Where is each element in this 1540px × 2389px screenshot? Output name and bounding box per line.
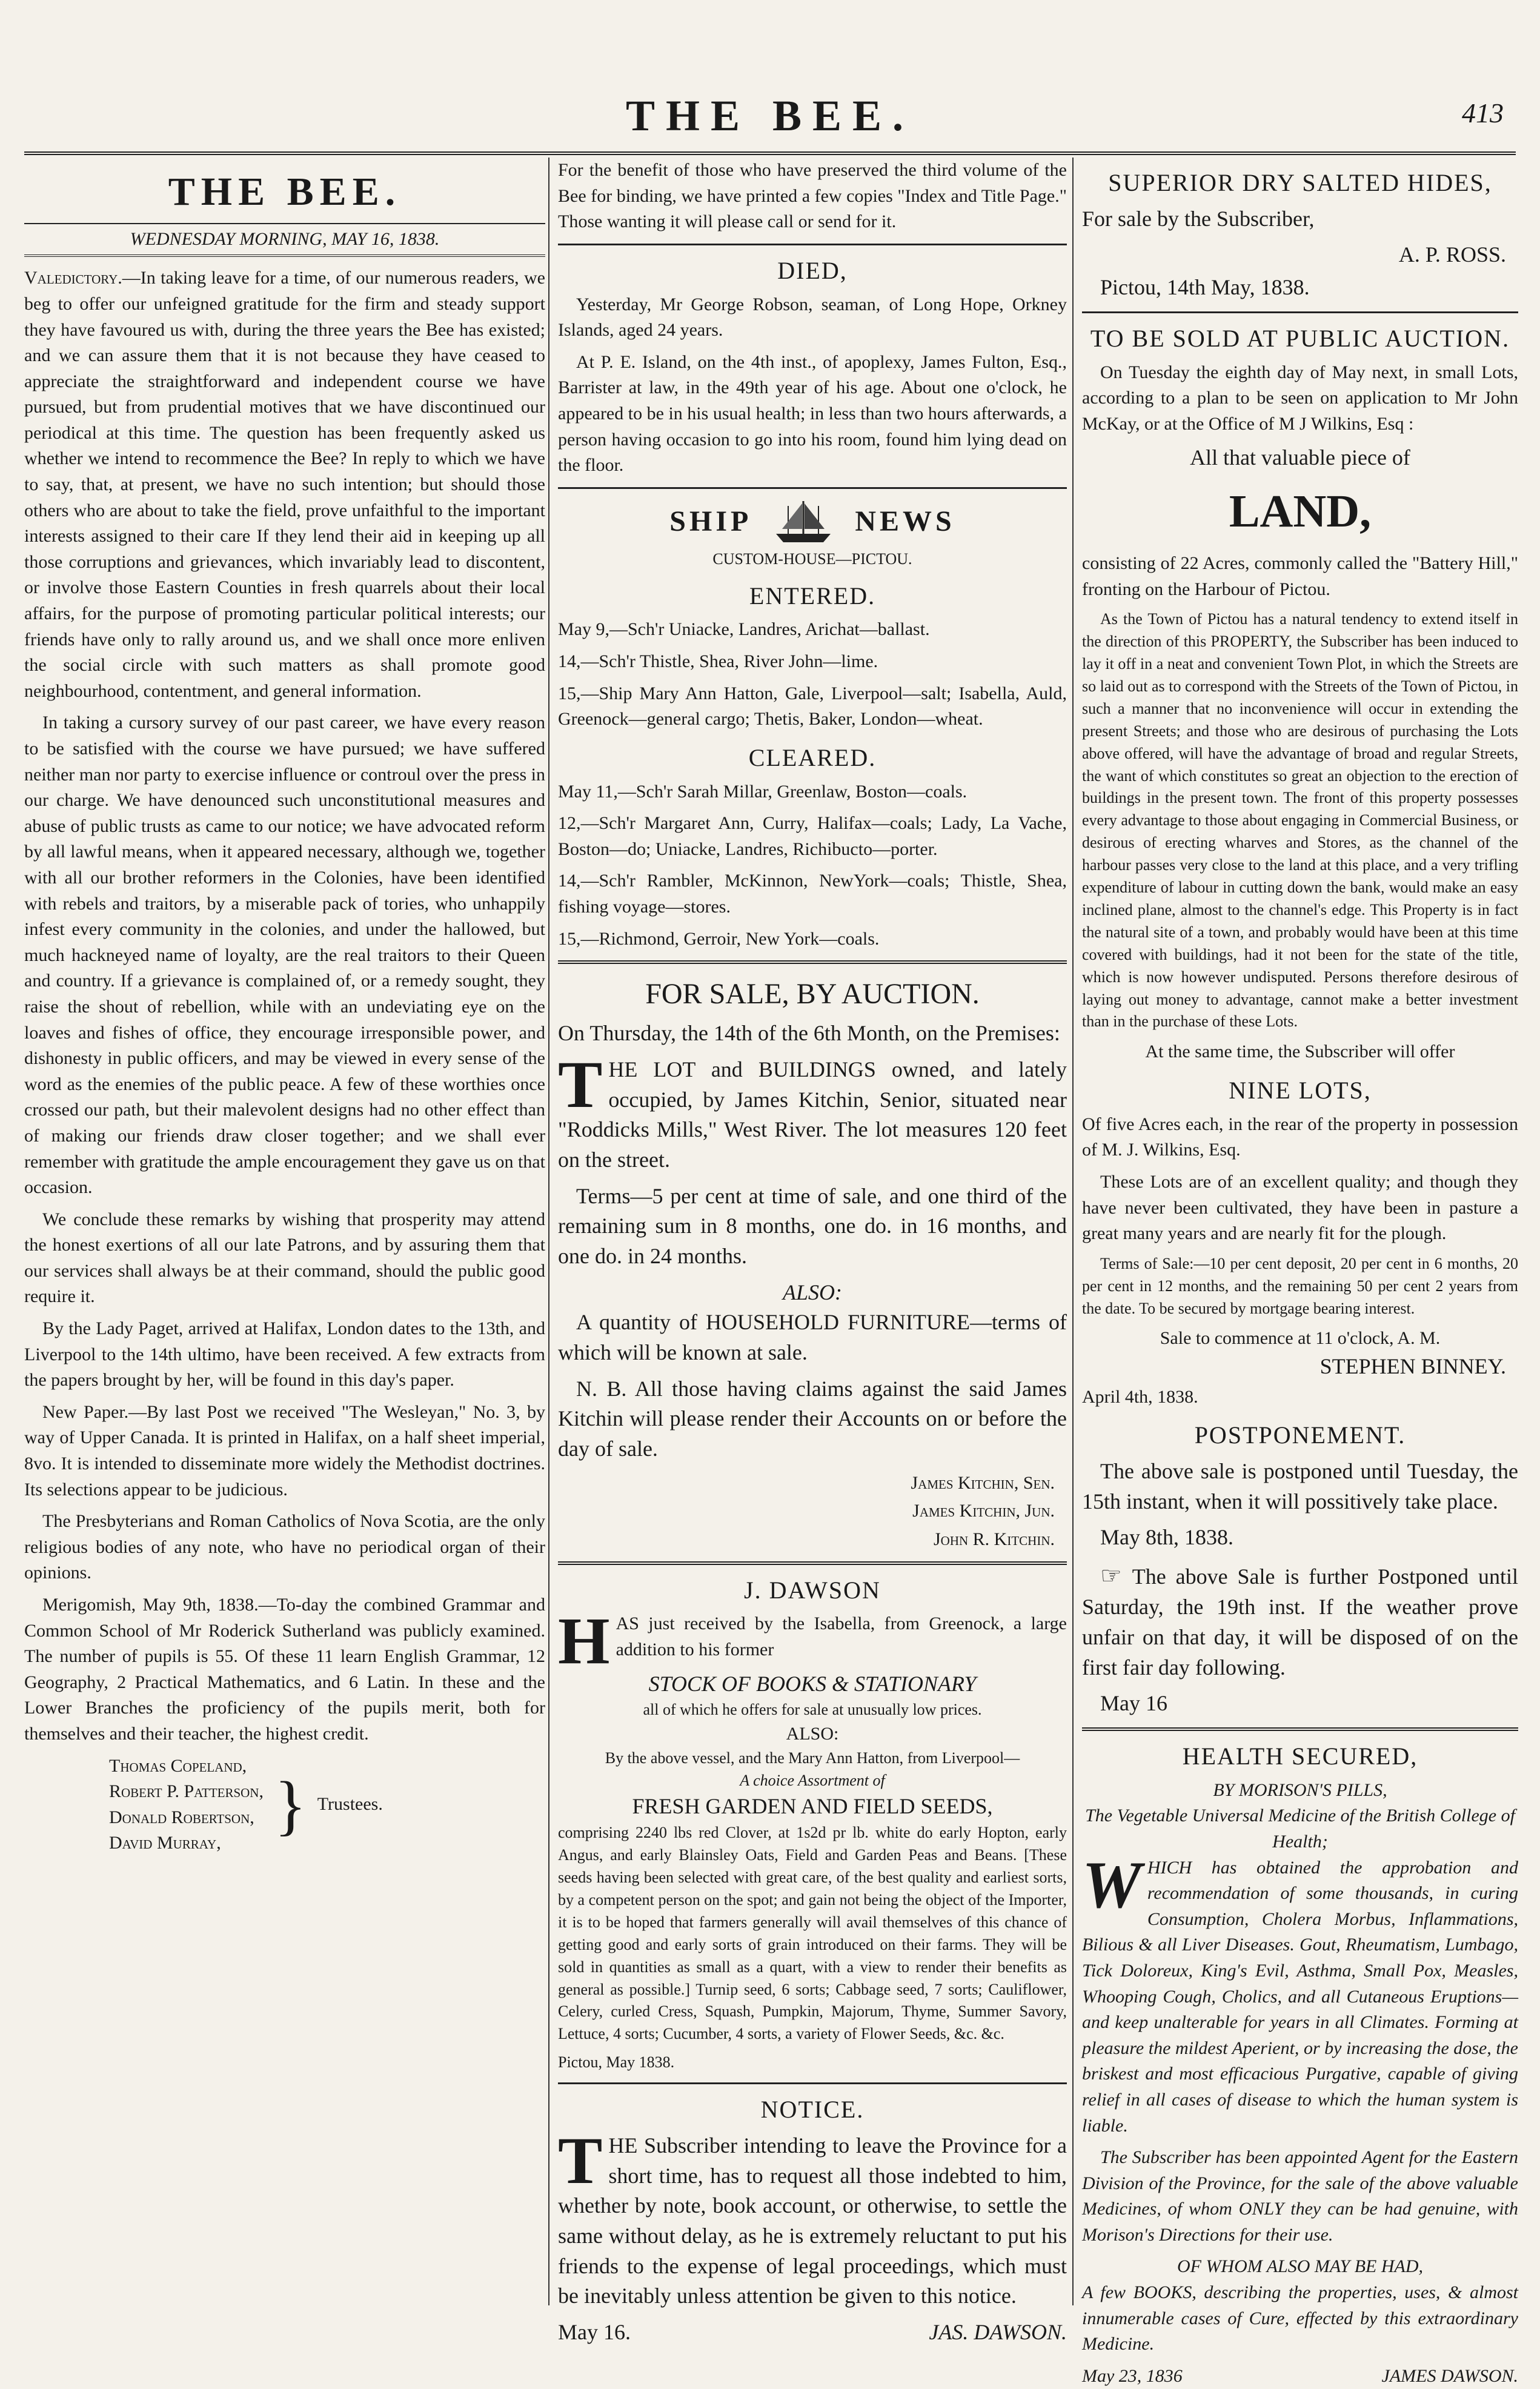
dawson-stock: STOCK OF BOOKS & STATIONARY — [648, 1671, 977, 1696]
masthead-title: THE BEE. — [625, 91, 915, 140]
died-entry: At P. E. Island, on the 4th inst., of apoplexy, James Fulton, Esq., Barrister at law, in the 49th year of his age. About one o'clock, he appeared to be in his usual health; in less than two hours afterwards, a person having occasion to go into his room, found him lying dead on the floor. — [558, 351, 1067, 476]
health-footer — [1082, 2364, 1518, 2389]
lots-quality: These Lots are of an excellent quality; and though they have never been cultivated, they have been in pasture a great many years and are nearly fit for the plough. — [1082, 1171, 1518, 1244]
notice-body — [558, 2123, 1067, 2311]
further-postponement — [1082, 1559, 1518, 1683]
auction-signature: James Kitchin, Jun. — [912, 1501, 1055, 1521]
dawson-also: ALSO: — [786, 1724, 839, 1744]
valedictory-text: —In taking leave for a time, of our numerous readers, we beg to offer our unfeigned gratitude for the firm and steady support they have favoured us with, during the three years the Bee has existed; and we can assure them that it is not because they have ceased to appreciate the straightforward and independent course we have pursued, but from prudential motives that we have discontinued our periodical at this time. The question has been frequently asked us whether we intend to recommence the Bee? In reply to which we have to say, that, at present, we have no such intention; but should those others who are about to take the field, prove unfaithful to the important interests assigned to their care If they lend their aid in keeping up all those corruptions and grievances, which invariably lead to discontent, or involve those Eastern Counties in fresh quarrels about their local affairs, for the purpose of promoting particular political interests; our friends have only to rally around us, and we shall once more enliven the social circle with such matters as shall promote good neighbourhood, contentment, and general information. — [24, 268, 545, 701]
died-entry: Yesterday, Mr George Robson, seaman, of Long Hope, Orkney Islands, aged 24 years. — [558, 294, 1067, 341]
valedictory-paragraph-3: We conclude these remarks by wishing that prosperity may attend the honest exertions of all our late Patrons, and by assuring them that our services shall always be at their command, should the public good require it. — [24, 1209, 545, 1307]
health-text: HICH has obtained the approbation and recommendation of some thousands, in curing Consumption, Cholera Morbus, Inflammations, Bilious & all Liver Diseases. Gout, Rheumatism, Lumbago, Tick Doloreux, King's Evil, Asthma, Small Pox, Measles, Whooping Cough, Cholics, and all Cutaneous Eruptions—and keep unalterable for years in all Climates. Forming at pleasure the mildest Aperient, or by increasing the dose, the briskest and most efficacious Purgative, capable of giving relief in all cases of disease to which the human system is liable. — [1082, 1857, 1518, 2136]
valuable-line: All that valuable piece of — [1190, 445, 1410, 470]
auction-text: HE LOT and BUILDINGS owned, and lately occupied, by James Kitchin, Senior, situated near "Roddicks Mills," West River. The lot measures 120 feet on the street. — [558, 1057, 1067, 1172]
custom-house: CUSTOM-HOUSE—PICTOU. — [712, 550, 912, 568]
brace-icon: } — [274, 1767, 307, 1842]
ship-news-left: SHIP — [669, 505, 752, 537]
public-auction-body: On Tuesday the eighth day of May next, in small Lots, according to a plan to be seen on application to Mr John McKay, or at the Office of M J Wilkins, Esq : — [1082, 362, 1518, 434]
editorial-dateline: WEDNESDAY MORNING, MAY 16, 1838. — [24, 223, 545, 258]
health-heading: HEALTH SECURED, — [1182, 1743, 1418, 1770]
page-number: 413 — [1462, 98, 1504, 128]
divider — [558, 960, 1067, 964]
cleared-entry: 14,—Sch'r Rambler, McKinnon, NewYork—coals; Thistle, Shea, fishing voyage—stores. — [558, 871, 1067, 917]
binney-date: April 4th, 1838. — [1082, 1386, 1198, 1407]
cleared-entry: 12,—Sch'r Margaret Ann, Curry, Halifax—coals; Lady, La Vache, Boston—do; Uniacke, Landres, Richibucto—porter. — [558, 813, 1067, 859]
trustee-name: Donald Robertson, — [109, 1807, 254, 1827]
column-editorial — [24, 158, 545, 2305]
dawson-seeds-body: comprising 2240 lbs red Clover, at 1s2d pr lb. white do early Hopton, early Angus, and early Blainsley Oats, Field and Garden Peas and Beans. [These seeds having been selected with great care, of the best quality and earliest sorts, by a competent person on the spot; and gain not being the object of the Importer, it is to be hoped that farmers generally will avail themselves of this chance of getting good and early sorts of grain introduced on their farms. They will be sold in quantities as small as a quart, with a view to render their benefits as general as possible.] Turnip seed, 6 sorts; Cabbage seed, 7 sorts; Cauliflower, Celery, curled Cress, Squash, Pumpkin, Majorum, Thyme, Summer Savory, Lettuce, 4 sorts; Cucumber, 4 sorts, a variety of Flower Seeds, &c. &c. — [558, 1824, 1067, 2043]
auction-signature: James Kitchin, Sen. — [911, 1472, 1055, 1493]
notice-footer — [558, 2318, 1067, 2348]
divider — [558, 1561, 1067, 1565]
divider — [1082, 1727, 1518, 1731]
ship-icon — [770, 497, 837, 546]
cleared-entry: May 11,—Sch'r Sarah Millar, Greenlaw, Boston—coals. — [558, 781, 967, 802]
hides-signature: A. P. ROSS. — [1398, 242, 1506, 267]
same-time-line: At the same time, the Subscriber will offer — [1145, 1042, 1455, 1062]
land-heading: LAND, — [1229, 486, 1372, 537]
land-description: As the Town of Pictou has a natural tendency to extend itself in the direction of this PROPERTY, the Subscriber has been induced to lay it off in a neat and convenient Town Plot, in which the Streets are so laid out as to correspond with the Streets of the Town of Pictou, in such a manner that no inconvenience will occur in extending the present Streets; and those who are desirous of purchasing the Lots above offered, will have the advantage of broad and regular Streets, the want of which constitutes so great an objection to the erection of buildings in the present town. The front of this property possesses every advantage to those about engaging in Commercial Business, or desirous of erecting wharves and Stores, as the channel of the harbour passes very close to the land at this place, and a very trifling expenditure of labour in cutting down the bank, would make an easy inclined plane, almost to the channel's edge. This Property is in fact the natural site of a town, and probably would have been at this time covered with buildings, had it not been for the state of the title, which is now however undisputed. Persons therefore desirous of laying out money to advantage, cannot make a better investment than in the purchase of these Lots. — [1082, 610, 1518, 1031]
dropcap-t: T — [558, 2123, 603, 2198]
agent-notice: The Subscriber has been appointed Agent for the Eastern Division of the Province, for the sale of the above valuable Medicines, of whom ONLY they can be had genuine, with Morison's Directions for their use. — [1082, 2147, 1518, 2245]
entered-entry: 15,—Ship Mary Ann Hatton, Gale, Liverpool—salt; Isabella, Auld, Greenock—general cargo; Thetis, Baker, London—wheat. — [558, 683, 1067, 729]
auction-signature: John R. Kitchin. — [934, 1529, 1055, 1549]
lady-paget-notice: By the Lady Paget, arrived at Halifax, London dates to the 13th, and Liverpool to the 14th ultimo, have been received. A few extracts from the papers brought by her, will be found in this day's paper. — [24, 1318, 545, 1391]
merigomish-notice: Merigomish, May 9th, 1838.—To-day the combined Grammar and Common School of Mr Roderick Sutherland was publicly examined. The number of pupils is 55. Of these 11 learn English Grammar, 12 Geography, 2 Practical Mathematics, and 6 Latin. In these and the Lower Branches the proficiency of the pupils merit, both for themselves and their teacher, the highest credit. — [24, 1595, 545, 1744]
divider — [558, 2082, 1067, 2084]
notice-heading: NOTICE. — [760, 2096, 865, 2124]
ship-news-heading — [558, 497, 1067, 546]
auction-intro: On Thursday, the 14th of the 6th Month, on the Premises: — [558, 1021, 1060, 1046]
auction-terms: Terms—5 per cent at time of sale, and one third of the remaining sum in 8 months, one do. in 16 months, and one do. in 24 months. — [558, 1183, 1067, 1269]
trustee-name: Thomas Copeland, — [109, 1755, 247, 1776]
nine-lots-heading: NINE LOTS, — [1229, 1076, 1372, 1104]
notice-signature: JAS. DAWSON. — [929, 2319, 1067, 2344]
new-paper-notice: New Paper.—By last Post we received "The Wesleyan," No. 3, by way of Upper Canada. It is printed in Halifax, on a half sheet imperial, 8vo. It is intended to disseminate more widely the Methodist doctrines. Its selections appear to be judicious. — [24, 1401, 545, 1500]
dawson-vessel: By the above vessel, and the Mary Ann Hatton, from Liverpool— — [605, 1749, 1020, 1767]
vegetable-line: The Vegetable Universal Medicine of the British College of Health; — [1085, 1806, 1515, 1852]
public-auction-heading: TO BE SOLD AT PUBLIC AUCTION. — [1090, 324, 1510, 352]
masthead — [24, 91, 1516, 155]
dawson-text: AS just received by the Isabella, from Greenock, a large addition to his former — [616, 1613, 1067, 1660]
divider — [1082, 311, 1518, 313]
further-text: The above Sale is further Postponed until Saturday, the 19th inst. If the weather prove unfair on that day, it will be disposed of on the first fair day following. — [1082, 1564, 1519, 1680]
cleared-heading: CLEARED. — [748, 743, 877, 771]
entered-entry: 14,—Sch'r Thistle, Shea, River John—lime. — [558, 651, 878, 672]
postponement-date: May 8th, 1838. — [1100, 1525, 1233, 1550]
terms-of-sale: Terms of Sale:—10 per cent deposit, 20 per cent in 6 months, 20 per cent in 12 months, and the remaining 50 per cent 2 years from the date. To be secured by mortgage bearing interest. — [1082, 1254, 1518, 1317]
hides-date: Pictou, 14th May, 1838. — [1100, 275, 1310, 300]
dropcap-h: H — [558, 1604, 610, 1678]
also-had-line: OF WHOM ALSO MAY BE HAD, — [1177, 2256, 1424, 2277]
nb-notice: N. B. All those having claims against the said James Kitchin will please render their Accounts on or before the day of sale. — [558, 1376, 1067, 1461]
valedictory-paragraph-2: In taking a cursory survey of our past career, we have every reason to be satisfied with the course we have pursued; we have suffered neither man nor party to exercise influence or controul over the press in our charge. We have denounced such unconstitutional measures and abuse of public trusts as came to our notice; we have advocated reform by all lawful means, when it appeared necessary, although we, together with all our brother reformers in the Colonies, have been identified with rebels and traitors, by a miserable pack of tories, who unhappily infest every community in the colonies, and under the hallowed, but much hackneyed name of loyalty, are the real traitors to their Queen and country. If a grievance is complained of, or a remedy sought, they raise the shout of rebellion, while with an undeviating eye on the loaves and fishes of office, they encourage irresponsible power, and dishonesty in public officers, and may be viewed in every sense of the word as the enemies of the public peace. A few of these worthies once crossed our path, but their malevolent designs had no other effect than of making our friends draw closer together; and we shall ever remember with gratitude the ample encouragement they gave us on that occasion. — [24, 713, 545, 1198]
land-body: consisting of 22 Acres, commonly called the "Battery Hill," fronting on the Harbour of Pictou. — [1082, 553, 1518, 599]
dawson-seeds-heading: FRESH GARDEN AND FIELD SEEDS, — [632, 1794, 993, 1819]
divider — [558, 244, 1067, 245]
trustee-name: Robert P. Patterson, — [109, 1781, 264, 1802]
sale-commence: Sale to commence at 11 o'clock, A. M. — [1160, 1328, 1441, 1349]
cleared-entry: 15,—Richmond, Gerroir, New York—coals. — [558, 928, 880, 949]
health-body — [1082, 1847, 1518, 2139]
further-date: May 16 — [1100, 1691, 1167, 1716]
dawson-choice: A choice Assortment of — [740, 1771, 885, 1789]
divider — [558, 487, 1067, 489]
valedictory-lead: Valedictory. — [24, 268, 122, 288]
notice-date: May 16. — [558, 2319, 631, 2344]
trustees-label: Trustees. — [317, 1794, 383, 1815]
valedictory-paragraph — [24, 265, 545, 704]
auction-body — [558, 1048, 1067, 1175]
editorial-title: THE BEE. — [168, 170, 402, 214]
trustees-names — [24, 1753, 264, 1856]
column-advertisements — [1072, 158, 1519, 2386]
hides-body: For sale by the Subscriber, — [1082, 206, 1315, 231]
nine-lots-body: Of five Acres each, in the rear of the property in possession of M. J. Wilkins, Esq. — [1082, 1114, 1518, 1160]
auction-heading: FOR SALE, BY AUCTION. — [645, 978, 980, 1011]
postponement-body: The above sale is postponed until Tuesday, the 15th instant, when it will possitively take place. — [1082, 1459, 1518, 1513]
dawson-date: Pictou, May 1838. — [558, 2053, 675, 2072]
presbyterians-notice: The Presbyterians and Roman Catholics of Nova Scotia, are the only religious bodies of any note, who have no periodical organ of their opinions. — [24, 1511, 545, 1583]
dawson-offer: all of which he offers for sale at unusually low prices. — [643, 1701, 982, 1719]
trustees-block — [24, 1753, 545, 1856]
hides-heading: SUPERIOR DRY SALTED HIDES, — [1108, 169, 1492, 196]
dropcap-t: T — [558, 1048, 603, 1121]
morison-line: BY MORISON'S PILLS, — [1213, 1779, 1387, 1800]
column-news — [548, 158, 1067, 2344]
bee-volume-notice: For the benefit of those who have preserved the third volume of the Bee for binding, we have printed a few copies "Index and Title Page." Those wanting it will please call or send for it. — [558, 160, 1067, 232]
ship-news-right: NEWS — [855, 505, 955, 537]
trustee-name: David Murray, — [109, 1833, 221, 1853]
health-signature: JAMES DAWSON. — [1381, 2365, 1518, 2386]
died-heading: DIED, — [777, 256, 848, 284]
health-date: May 23, 1836 — [1082, 2365, 1183, 2386]
also-body: A quantity of HOUSEHOLD FURNITURE—terms of which will be known at sale. — [558, 1310, 1067, 1365]
pointing-hand-icon: ☞ — [1100, 1562, 1132, 1590]
also-heading: ALSO: — [783, 1280, 842, 1304]
dropcap-w: W — [1082, 1847, 1141, 1922]
dawson-heading: J. DAWSON — [744, 1576, 881, 1604]
dawson-body — [558, 1604, 1067, 1678]
notice-text: HE Subscriber intending to leave the Province for a short time, has to request all those indebted to him, whether by note, book account, or otherwise, to settle the same without delay, as he is extremely reluctant to put his friends to the expense of legal proceedings, which must be inevitably unless attention be given to this notice. — [558, 2133, 1067, 2308]
books-notice: A few BOOKS, describing the properties, uses, & almost innumerable cases of Cure, effected by this extraordinary Medicine. — [1082, 2282, 1518, 2354]
binney-signature: STEPHEN BINNEY. — [1319, 1354, 1506, 1379]
entered-heading: ENTERED. — [749, 582, 876, 610]
postponement-heading: POSTPONEMENT. — [1194, 1421, 1406, 1449]
entered-entry: May 9,—Sch'r Uniacke, Landres, Arichat—ballast. — [558, 619, 930, 640]
